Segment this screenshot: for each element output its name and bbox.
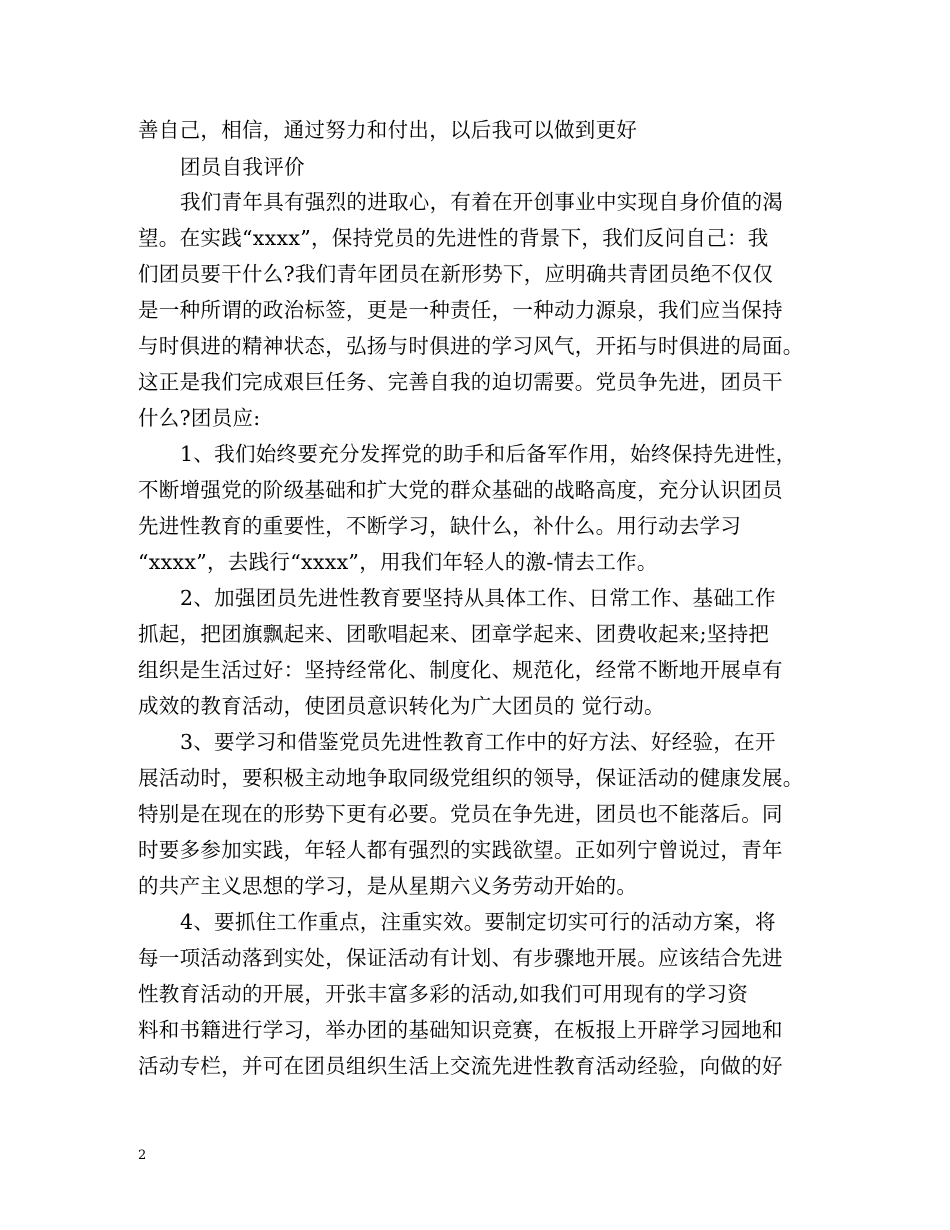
text-line: 成效的教育活动，使团员意识转化为广大团员的 觉行动。 [138,694,665,718]
text-line: 特别是在现在的形势下更有必要。党员在争先进，团员也不能落后。同 [138,802,783,826]
text-line: 料和书籍进行学习，举办团的基础知识竞赛，在板报上开辟学习园地和 [138,1018,783,1042]
text-line: 善自己，相信，通过努力和付出，以后我可以做到更好 [138,118,638,142]
text-line: 这正是我们完成艰巨任务、完善自我的迫切需要。党员争先进，团员干 [138,370,783,394]
text-line: “xxxx”，去践行“xxxx”，用我们年轻人的激-情去工作。 [138,550,658,574]
text-line: 性教育活动的开展，开张丰富多彩的活动,如我们可用现有的学习资 [138,982,749,1006]
text-line: 望。在实践“xxxx”，保持党员的先进性的背景下，我们反问自己：我 [138,226,769,250]
text-line: 的共产主义思想的学习，是从星期六义务劳动开始的。 [138,874,638,898]
text-line: 时要多参加实践，年轻人都有强烈的实践欲望。正如列宁曾说过，青年 [138,838,783,862]
text-line: 抓起，把团旗飘起来、团歌唱起来、团章学起来、团费收起来;坚持把 [138,622,770,646]
text-line: 2、加强团员先进性教育要坚持从具体工作、日常工作、基础工作 [180,586,776,610]
page-number: 2 [138,1148,147,1163]
text-line: 们团员要干什么?我们青年团员在新形势下，应明确共青团员绝不仅仅 [138,262,774,286]
text-line: 什么?团员应: [138,406,261,430]
text-line: 先进性教育的重要性，不断学习，缺什么，补什么。用行动去学习 [138,514,742,538]
text-line: 3、要学习和借鉴党员先进性教育工作中的好方法、好经验，在开 [180,730,776,754]
text-line: 是一种所谓的政治标签，更是一种责任，一种动力源泉，我们应当保持 [138,298,783,322]
text-line: 不断增强党的阶级基础和扩大党的群众基础的战略高度，充分认识团员 [138,478,783,502]
text-line: 展活动时，要积极主动地争取同级党组织的领导，保证活动的健康发展。 [138,766,804,790]
text-line: 与时俱进的精神状态，弘扬与时俱进的学习风气，开拓与时俱进的局面。 [138,334,804,358]
section-heading: 团员自我评价 [180,155,305,179]
text-line: 我们青年具有强烈的进取心，有着在开创事业中实现自身价值的渴 [180,190,784,214]
text-line: 4、要抓住工作重点，注重实效。要制定切实可行的活动方案，将 [180,910,776,934]
text-line: 组织是生活过好：坚持经常化、制度化、规范化，经常不断地开展卓有 [138,658,783,682]
text-line: 1、我们始终要充分发挥党的助手和后备军作用，始终保持先进性， [180,442,797,466]
text-line: 每一项活动落到实处，保证活动有计划、有步骤地开展。应该结合先进 [138,946,783,970]
text-line: 活动专栏，并可在团员组织生活上交流先进性教育活动经验，向做的好 [138,1054,783,1078]
